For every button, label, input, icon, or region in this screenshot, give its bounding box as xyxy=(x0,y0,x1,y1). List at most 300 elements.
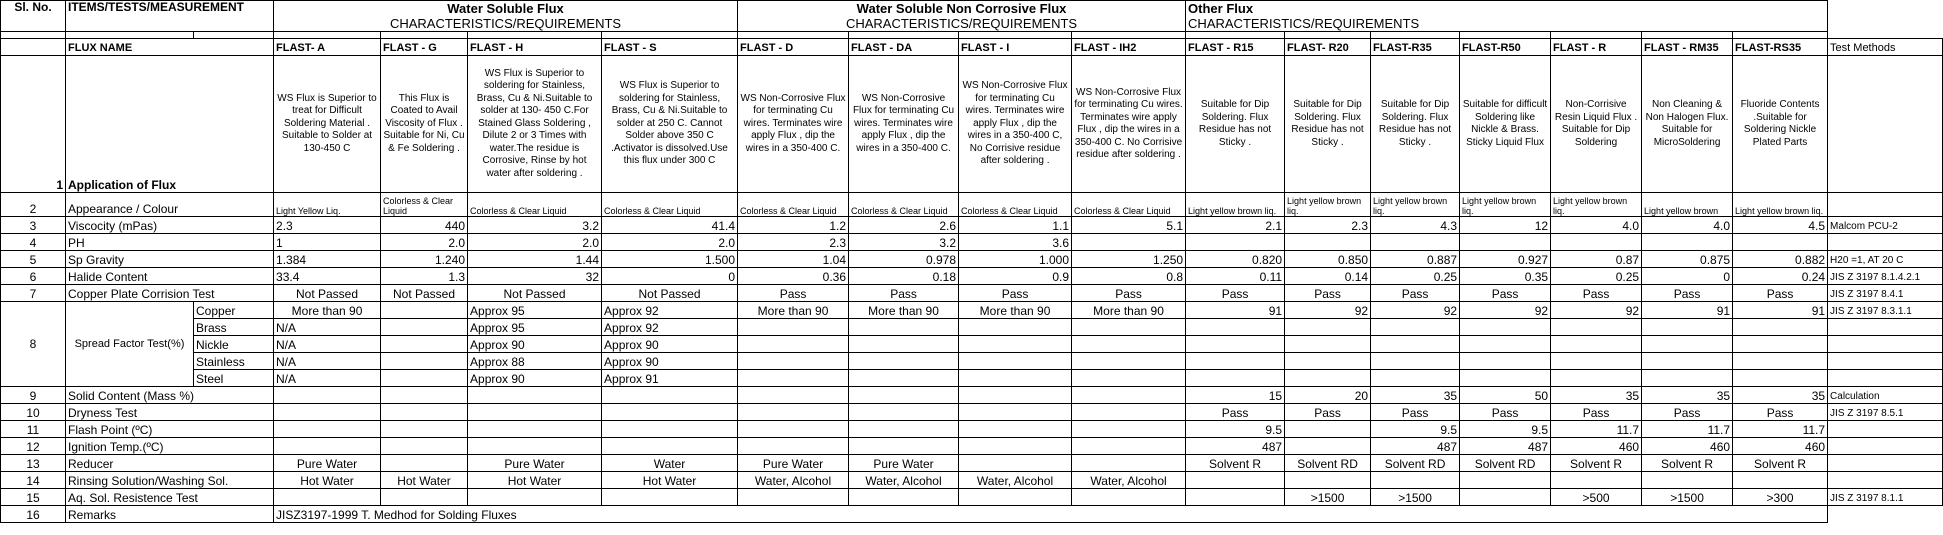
flux-name: FLAST - I xyxy=(959,39,1072,56)
value-cell: Not Passed xyxy=(274,285,381,302)
flux-name: FLAST - DA xyxy=(849,39,959,56)
value-cell: 2.0 xyxy=(602,234,738,251)
value-cell xyxy=(1186,336,1285,353)
spread-sub-label: Brass xyxy=(194,319,274,336)
value-cell xyxy=(1285,370,1371,387)
value-cell: 9.5 xyxy=(1371,421,1460,438)
flux-name: FLAST - H xyxy=(468,39,602,56)
value-cell: Colorless & Clear Liquid xyxy=(602,193,738,217)
value-cell: More than 90 xyxy=(1072,302,1186,319)
value-cell xyxy=(1551,370,1642,387)
value-cell: More than 90 xyxy=(849,302,959,319)
value-cell: Pass xyxy=(1642,404,1733,421)
value-cell xyxy=(1371,234,1460,251)
value-cell xyxy=(1186,370,1285,387)
value-cell: 460 xyxy=(1733,438,1828,455)
value-cell: 92 xyxy=(1460,302,1551,319)
value-cell: 15 xyxy=(1186,387,1285,404)
value-cell xyxy=(468,404,602,421)
value-cell xyxy=(1285,234,1371,251)
row-number: 8 xyxy=(1,302,66,387)
value-cell xyxy=(1642,319,1733,336)
test-method xyxy=(1828,56,1943,193)
remarks-row xyxy=(1,506,1943,523)
value-cell: 11.7 xyxy=(1642,421,1733,438)
value-cell: 0.882 xyxy=(1733,251,1828,268)
value-cell: 20 xyxy=(1285,387,1371,404)
row-label: Dryness Test xyxy=(66,404,274,421)
row-number: 13 xyxy=(1,455,66,472)
empty-cell xyxy=(381,32,468,39)
value-cell: Light yellow brown liq. xyxy=(1371,193,1460,217)
value-cell xyxy=(1072,421,1186,438)
value-cell: 1.250 xyxy=(1072,251,1186,268)
value-cell: 11.7 xyxy=(1551,421,1642,438)
value-cell xyxy=(602,421,738,438)
flux-name: FLAST - R xyxy=(1551,39,1642,56)
test-method: H20 =1, AT 20 C xyxy=(1828,251,1943,268)
data-row xyxy=(1,387,1943,404)
empty-cell xyxy=(602,32,738,39)
value-cell xyxy=(1733,319,1828,336)
flux-name: FLAST- R20 xyxy=(1285,39,1371,56)
value-cell xyxy=(1460,472,1551,489)
value-cell xyxy=(1072,387,1186,404)
application-description: Suitable for Dip Soldering. Flux Residue has not Sticky . xyxy=(1186,56,1285,193)
value-cell: 35 xyxy=(1642,387,1733,404)
value-cell xyxy=(1186,353,1285,370)
value-cell: Solvent R xyxy=(1733,455,1828,472)
value-cell xyxy=(1460,234,1551,251)
spread-factor-row xyxy=(1,319,1943,336)
value-cell: >500 xyxy=(1551,489,1642,506)
value-cell xyxy=(959,353,1072,370)
test-method xyxy=(1828,319,1943,336)
flux-name: FLAST - IH2 xyxy=(1072,39,1186,56)
empty-cell xyxy=(468,32,602,39)
spread-sub-label: Nickle xyxy=(194,336,274,353)
data-row xyxy=(1,455,1943,472)
value-cell xyxy=(381,438,468,455)
value-cell: 440 xyxy=(381,217,468,234)
value-cell: Not Passed xyxy=(381,285,468,302)
flux-name: FLAST-R50 xyxy=(1460,39,1551,56)
value-cell: 3.6 xyxy=(959,234,1072,251)
value-cell: 92 xyxy=(1285,302,1371,319)
flux-name: FLAST-RS35 xyxy=(1733,39,1828,56)
test-methods-header: Test Methods xyxy=(1828,39,1943,56)
value-cell xyxy=(381,387,468,404)
group-other xyxy=(1186,1,1828,32)
value-cell: Approx 90 xyxy=(468,370,602,387)
row-label: Copper Plate Corrision Test xyxy=(66,285,274,302)
value-cell: 1.2 xyxy=(738,217,849,234)
value-cell: Water, Alcohol xyxy=(959,472,1072,489)
value-cell xyxy=(1551,234,1642,251)
row-number: 10 xyxy=(1,404,66,421)
empty-cell xyxy=(1642,32,1733,39)
value-cell xyxy=(959,319,1072,336)
row-number: 16 xyxy=(1,506,66,523)
items-header: ITEMS/TESTS/MEASUREMENT xyxy=(66,1,274,32)
value-cell xyxy=(1285,438,1371,455)
value-cell: >300 xyxy=(1733,489,1828,506)
value-cell xyxy=(468,438,602,455)
value-cell xyxy=(1460,336,1551,353)
remarks-value: JISZ3197-1999 T. Medhod for Solding Fluxes xyxy=(274,506,1828,523)
value-cell xyxy=(1460,353,1551,370)
empty-cell xyxy=(194,32,274,39)
value-cell xyxy=(738,353,849,370)
value-cell xyxy=(738,319,849,336)
data-row xyxy=(1,268,1943,285)
value-cell xyxy=(274,438,381,455)
value-cell xyxy=(1733,472,1828,489)
row-number: 3 xyxy=(1,217,66,234)
application-description: WS Flux is Superior to soldering for Stainless, Brass, Cu & Ni.Suitable to solder at 130- 450 C.For Stained Glass Soldering , Dilute 2 or 3 Times with water.The residue is Corrosive, Rinse by hot water after soldering . xyxy=(468,56,602,193)
value-cell xyxy=(1186,489,1285,506)
value-cell: Approx 92 xyxy=(602,302,738,319)
value-cell: Solvent RD xyxy=(1460,455,1551,472)
value-cell: 0.850 xyxy=(1285,251,1371,268)
row-number: 7 xyxy=(1,285,66,302)
value-cell: 91 xyxy=(1186,302,1285,319)
group-water-soluble xyxy=(274,1,738,32)
value-cell xyxy=(1371,353,1460,370)
value-cell xyxy=(381,370,468,387)
value-cell: Light Yellow Liq. xyxy=(274,193,381,217)
spread-factor-row xyxy=(1,370,1943,387)
value-cell: 35 xyxy=(1371,387,1460,404)
value-cell xyxy=(1072,489,1186,506)
value-cell xyxy=(1072,370,1186,387)
value-cell: Light yellow brown liq. xyxy=(1285,193,1371,217)
value-cell xyxy=(738,336,849,353)
value-cell: Not Passed xyxy=(468,285,602,302)
value-cell: N/A xyxy=(274,370,381,387)
value-cell: 4.0 xyxy=(1551,217,1642,234)
application-description: Suitable for Dip Soldering. Flux Residue has not Sticky . xyxy=(1285,56,1371,193)
value-cell: 2.1 xyxy=(1186,217,1285,234)
value-cell xyxy=(468,421,602,438)
value-cell xyxy=(1285,472,1371,489)
value-cell: 0.18 xyxy=(849,268,959,285)
value-cell: Colorless & Clear Liquid xyxy=(468,193,602,217)
value-cell: 92 xyxy=(1551,302,1642,319)
spread-sub-label: Stainless xyxy=(194,353,274,370)
value-cell xyxy=(849,319,959,336)
group-title: Water Soluble Flux xyxy=(447,1,564,16)
value-cell xyxy=(849,404,959,421)
value-cell xyxy=(468,387,602,404)
value-cell: 487 xyxy=(1460,438,1551,455)
value-cell: Approx 92 xyxy=(602,319,738,336)
value-cell: 91 xyxy=(1642,302,1733,319)
flux-name: FLAST - G xyxy=(381,39,468,56)
value-cell: 2.0 xyxy=(468,234,602,251)
value-cell: 0 xyxy=(1642,268,1733,285)
value-cell: 1.44 xyxy=(468,251,602,268)
empty-cell xyxy=(849,32,959,39)
value-cell: 1.384 xyxy=(274,251,381,268)
value-cell: Light yellow brown liq. xyxy=(1186,193,1285,217)
row-label: Ignition Temp.(ºC) xyxy=(66,438,274,455)
application-description: Non-Corrisive Resin Liquid Flux . Suitable for Dip Soldering xyxy=(1551,56,1642,193)
value-cell: Pass xyxy=(1186,404,1285,421)
application-description: Non Cleaning & Non Halogen Flux. Suitable for MicroSoldering xyxy=(1642,56,1733,193)
group-title: Water Soluble Non Corrosive Flux xyxy=(856,1,1067,16)
value-cell: 0.875 xyxy=(1642,251,1733,268)
value-cell: Hot Water xyxy=(468,472,602,489)
empty-cell xyxy=(959,32,1072,39)
test-method: Malcom PCU-2 xyxy=(1828,217,1943,234)
row-number: 5 xyxy=(1,251,66,268)
value-cell xyxy=(1371,336,1460,353)
value-cell: Pass xyxy=(1551,285,1642,302)
row-label: Flash Point (ºC) xyxy=(66,421,274,438)
application-description: WS Non-Corrosive Flux for terminating Cu wires. Terminates wire apply Flux , dip the wires in a 350-400 C. No Corrisive residue after soldering . xyxy=(1072,56,1186,193)
value-cell: Colorless & Clear Liquid xyxy=(738,193,849,217)
value-cell xyxy=(602,489,738,506)
value-cell: 0.927 xyxy=(1460,251,1551,268)
value-cell: 2.0 xyxy=(381,234,468,251)
empty-cell xyxy=(1,39,66,56)
value-cell xyxy=(468,489,602,506)
row-label: PH xyxy=(66,234,274,251)
value-cell: 33.4 xyxy=(274,268,381,285)
application-description: Suitable for Dip Soldering. Flux Residue has not Sticky . xyxy=(1371,56,1460,193)
value-cell: 2.3 xyxy=(738,234,849,251)
spread-factor-row xyxy=(1,336,1943,353)
value-cell xyxy=(381,336,468,353)
value-cell: Pass xyxy=(1186,285,1285,302)
value-cell: Colorless & Clear Liquid xyxy=(849,193,959,217)
value-cell: Light yellow brown liq. xyxy=(1733,193,1828,217)
value-cell: 0.887 xyxy=(1371,251,1460,268)
value-cell: 1.500 xyxy=(602,251,738,268)
value-cell xyxy=(381,421,468,438)
application-description: WS Non-Corrosive Flux for terminating Cu wires. Terminates wire apply Flux , dip the wires in a 350-400 C, No Corrisive residue after soldering . xyxy=(959,56,1072,193)
empty-cell xyxy=(1551,32,1642,39)
value-cell: Pass xyxy=(1371,404,1460,421)
row-number: 4 xyxy=(1,234,66,251)
row-number: 1 xyxy=(1,56,66,193)
test-method: JIS Z 3197 8.5.1 xyxy=(1828,404,1943,421)
value-cell: Pure Water xyxy=(849,455,959,472)
empty-cell xyxy=(1285,32,1371,39)
value-cell xyxy=(849,489,959,506)
value-cell xyxy=(1733,234,1828,251)
flux-name: FLAST- A xyxy=(274,39,381,56)
value-cell: 2.6 xyxy=(849,217,959,234)
value-cell: 0.25 xyxy=(1551,268,1642,285)
value-cell: N/A xyxy=(274,319,381,336)
test-method xyxy=(1828,353,1943,370)
value-cell: N/A xyxy=(274,336,381,353)
test-method xyxy=(1828,421,1943,438)
value-cell: Water, Alcohol xyxy=(738,472,849,489)
value-cell xyxy=(959,404,1072,421)
data-row xyxy=(1,217,1943,234)
value-cell: 1.1 xyxy=(959,217,1072,234)
row-label: Solid Content (Mass %) xyxy=(66,387,274,404)
application-description: Suitable for difficult Soldering like Nickle & Brass. Sticky Liquid Flux xyxy=(1460,56,1551,193)
value-cell: Pass xyxy=(1460,404,1551,421)
value-cell xyxy=(1186,319,1285,336)
value-cell xyxy=(1072,336,1186,353)
value-cell xyxy=(381,319,468,336)
value-cell xyxy=(738,489,849,506)
data-row xyxy=(1,404,1943,421)
value-cell: Solvent R xyxy=(1186,455,1285,472)
value-cell xyxy=(1460,489,1551,506)
value-cell: Water xyxy=(602,455,738,472)
value-cell xyxy=(849,353,959,370)
value-cell: Approx 95 xyxy=(468,319,602,336)
value-cell xyxy=(849,336,959,353)
value-cell: Hot Water xyxy=(381,472,468,489)
value-cell: Pass xyxy=(1460,285,1551,302)
value-cell xyxy=(1285,319,1371,336)
value-cell xyxy=(1460,319,1551,336)
value-cell: Solvent R xyxy=(1642,455,1733,472)
flux-name-row xyxy=(1,39,1943,56)
value-cell xyxy=(1551,319,1642,336)
value-cell xyxy=(274,489,381,506)
value-cell: 35 xyxy=(1551,387,1642,404)
spread-sub-label: Steel xyxy=(194,370,274,387)
empty-cell xyxy=(1,32,66,39)
test-method: JIS Z 3197 8.1.4.2.1 xyxy=(1828,268,1943,285)
value-cell: Pass xyxy=(959,285,1072,302)
value-cell xyxy=(381,489,468,506)
value-cell xyxy=(959,387,1072,404)
test-method xyxy=(1828,438,1943,455)
value-cell xyxy=(1285,421,1371,438)
value-cell: 0.87 xyxy=(1551,251,1642,268)
value-cell: Approx 90 xyxy=(468,336,602,353)
group-sub: CHARACTERISTICS/REQUIREMENTS xyxy=(1188,16,1420,31)
value-cell: Pass xyxy=(1642,285,1733,302)
value-cell xyxy=(849,421,959,438)
empty-cell xyxy=(1371,32,1460,39)
value-cell: Water, Alcohol xyxy=(849,472,959,489)
value-cell: 5.1 xyxy=(1072,217,1186,234)
value-cell: Pass xyxy=(738,285,849,302)
value-cell: 0.978 xyxy=(849,251,959,268)
value-cell: Water, Alcohol xyxy=(1072,472,1186,489)
value-cell xyxy=(274,421,381,438)
value-cell xyxy=(1551,336,1642,353)
value-cell: More than 90 xyxy=(738,302,849,319)
row-number: 12 xyxy=(1,438,66,455)
value-cell: 2.3 xyxy=(1285,217,1371,234)
value-cell xyxy=(1072,319,1186,336)
value-cell: Approx 90 xyxy=(602,336,738,353)
value-cell xyxy=(381,455,468,472)
value-cell xyxy=(602,404,738,421)
empty-cell xyxy=(1072,32,1186,39)
value-cell xyxy=(1072,455,1186,472)
value-cell: 0.9 xyxy=(959,268,1072,285)
value-cell: More than 90 xyxy=(959,302,1072,319)
value-cell: 2.3 xyxy=(274,217,381,234)
test-method: JIS Z 3197 8.3.1.1 xyxy=(1828,302,1943,319)
value-cell xyxy=(959,455,1072,472)
value-cell: Pass xyxy=(1285,285,1371,302)
value-cell: 0 xyxy=(602,268,738,285)
value-cell xyxy=(1551,472,1642,489)
value-cell xyxy=(1642,336,1733,353)
value-cell: Pass xyxy=(1551,404,1642,421)
value-cell: 1 xyxy=(274,234,381,251)
value-cell: 9.5 xyxy=(1460,421,1551,438)
row-label: Remarks xyxy=(66,506,274,523)
value-cell xyxy=(1642,472,1733,489)
value-cell xyxy=(381,302,468,319)
row-number: 15 xyxy=(1,489,66,506)
value-cell: Pass xyxy=(1733,285,1828,302)
data-row xyxy=(1,193,1943,217)
value-cell xyxy=(959,421,1072,438)
row-number: 2 xyxy=(1,193,66,217)
value-cell: 0.35 xyxy=(1460,268,1551,285)
value-cell: 3.2 xyxy=(468,217,602,234)
value-cell: 0.36 xyxy=(738,268,849,285)
value-cell xyxy=(1642,234,1733,251)
value-cell xyxy=(1072,234,1186,251)
row-number: 14 xyxy=(1,472,66,489)
application-description: WS Flux is Superior to soldering for Stainless, Brass, Cu & Ni.Suitable to solder at 250 C. Cannot Solder above 350 C .Activator is dissolved.Use this flux under 300 C xyxy=(602,56,738,193)
value-cell xyxy=(381,353,468,370)
flux-name-label: FLUX NAME xyxy=(66,39,274,56)
value-cell: 1.240 xyxy=(381,251,468,268)
data-row xyxy=(1,421,1943,438)
value-cell: Pass xyxy=(1072,285,1186,302)
empty-cell xyxy=(1733,32,1828,39)
value-cell xyxy=(738,370,849,387)
value-cell xyxy=(1285,336,1371,353)
value-cell xyxy=(959,336,1072,353)
value-cell: Colorless & Clear Liquid xyxy=(1072,193,1186,217)
value-cell: Solvent RD xyxy=(1371,455,1460,472)
value-cell xyxy=(274,404,381,421)
value-cell: Hot Water xyxy=(274,472,381,489)
value-cell xyxy=(602,387,738,404)
value-cell xyxy=(849,387,959,404)
value-cell xyxy=(1642,353,1733,370)
value-cell xyxy=(1072,353,1186,370)
value-cell: 12 xyxy=(1460,217,1551,234)
data-row xyxy=(1,251,1943,268)
empty-cell xyxy=(1186,32,1285,39)
value-cell: Light yellow brown xyxy=(1642,193,1733,217)
empty-cell xyxy=(66,32,194,39)
application-description: WS Non-Corrosive Flux for terminating Cu wires. Terminates wire apply Flux , dip the wires in a 350-400 C. xyxy=(849,56,959,193)
value-cell: 0.820 xyxy=(1186,251,1285,268)
value-cell: 4.3 xyxy=(1371,217,1460,234)
value-cell: 460 xyxy=(1642,438,1733,455)
value-cell xyxy=(1551,353,1642,370)
value-cell xyxy=(1186,472,1285,489)
value-cell: Pure Water xyxy=(468,455,602,472)
value-cell: 3.2 xyxy=(849,234,959,251)
test-method xyxy=(1828,234,1943,251)
value-cell xyxy=(738,438,849,455)
value-cell: Pass xyxy=(1371,285,1460,302)
value-cell xyxy=(959,489,1072,506)
test-method: JIS Z 3197 8.4.1 xyxy=(1828,285,1943,302)
